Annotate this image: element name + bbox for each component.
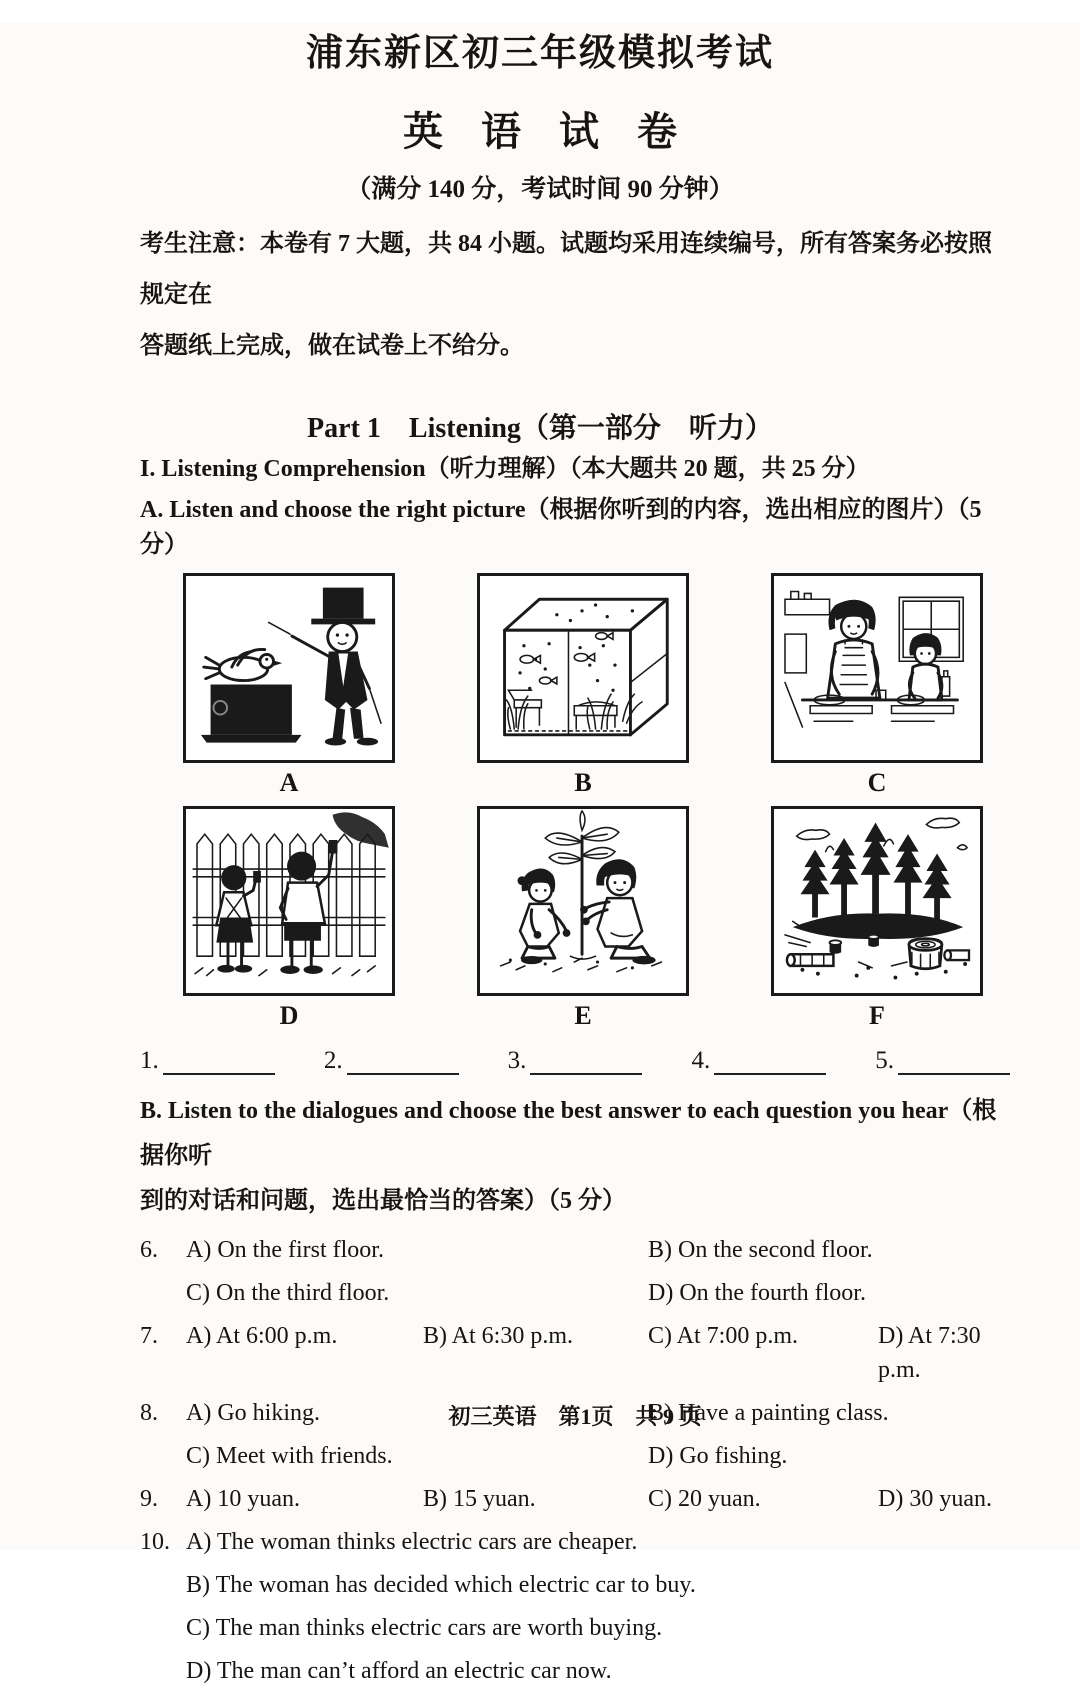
sectionB-heading-line-2: 到的对话和问题，选出最恰当的答案）（5 分） [140, 1188, 626, 1214]
option-6D: D) On the fourth floor. [648, 1280, 866, 1306]
girls-planting-tree-illustration [480, 809, 686, 993]
picture-f-label: F [869, 1001, 885, 1030]
blank-1-line [163, 1051, 275, 1075]
picture-b-label: B [574, 768, 592, 797]
question-7-number: 7. [140, 1323, 158, 1349]
sectionA-heading: A. Listen and choose the right picture（根据你听到的内容，选出相应的图片）（5 分） [140, 497, 982, 558]
section1-heading: I. Listening Comprehension（听力理解）（本大题共 20 题，共 25 分） [140, 456, 870, 482]
forest-with-stumps-illustration [774, 809, 980, 993]
picture-f [771, 806, 983, 1031]
question-list [140, 1233, 1024, 1688]
picture-a [183, 573, 395, 798]
option-10C: C) The man thinks electric cars are worth buying. [186, 1615, 663, 1641]
option-8B: B) Have a painting class. [648, 1400, 889, 1426]
option-10D: D) The man can’t afford an electric car now. [186, 1658, 612, 1684]
question-7 [140, 1319, 1024, 1387]
picture-d [183, 806, 395, 1031]
question-6 [140, 1233, 1024, 1310]
picture-b-frame [477, 573, 689, 763]
children-painting-fence-illustration [186, 809, 392, 993]
picture-c [771, 573, 983, 798]
blank-2-number: 2. [323, 1047, 343, 1074]
answer-blank-1 [140, 1047, 275, 1075]
answer-blank-5 [875, 1047, 1010, 1075]
option-7A: A) At 6:00 p.m. [186, 1323, 338, 1349]
option-7B: B) At 6:30 p.m. [423, 1323, 574, 1349]
paper-title: 英 语 试 卷 [403, 109, 691, 154]
score-time-info: （满分 140 分，考试时间 90 分钟） [346, 176, 734, 203]
picture-b [477, 573, 689, 798]
blank-3-line [530, 1051, 642, 1075]
blank-5-number: 5. [875, 1047, 894, 1074]
blank-5-line [898, 1051, 1010, 1075]
picture-d-label: D [279, 1001, 299, 1030]
sectionB-heading [140, 1089, 1020, 1224]
picture-c-frame [771, 573, 983, 763]
magician-and-dove-illustration [186, 576, 392, 760]
question-6-number: 6. [140, 1237, 158, 1263]
option-9B: B) 15 yuan. [423, 1486, 536, 1512]
option-7D: D) At 7:30 p.m. [878, 1323, 981, 1383]
option-8C: C) Meet with friends. [186, 1443, 393, 1469]
picture-a-frame [183, 573, 395, 763]
page-title: 浦东新区初三年级模拟考试 [306, 33, 774, 74]
question-9 [140, 1482, 1024, 1516]
option-8D: D) Go fishing. [648, 1443, 788, 1469]
picture-d-frame [183, 806, 395, 996]
question-10 [140, 1525, 1024, 1688]
part1-heading: Part 1 Listening（第一部分 听力） [307, 413, 773, 444]
option-6B: B) On the second floor. [648, 1237, 873, 1263]
answer-blank-2 [324, 1047, 459, 1075]
answer-blank-3 [508, 1047, 643, 1075]
picture-e-frame [477, 806, 689, 996]
picture-f-frame [771, 806, 983, 996]
option-9C: C) 20 yuan. [648, 1486, 761, 1512]
picture-e-label: E [574, 1001, 592, 1030]
answer-blanks-row [140, 1047, 1010, 1075]
sectionB-heading-line-1: B. Listen to the dialogues and choose the best answer to each question you hear（根据你听 [140, 1098, 997, 1169]
blank-3-number: 3. [507, 1047, 527, 1074]
notice-line-1: 考生注意：本卷有 7 大题，共 84 小题。试题均采用连续编号，所有答案务必按照规定在 [140, 231, 992, 308]
blank-1-number: 1. [140, 1047, 159, 1074]
aquarium-fish-tank-illustration [480, 576, 686, 760]
option-9A: A) 10 yuan. [186, 1486, 300, 1512]
picture-row-1 [183, 573, 983, 798]
picture-a-label: A [279, 768, 299, 797]
answer-blank-4 [691, 1047, 826, 1075]
question-9-number: 9. [140, 1486, 158, 1512]
notice-line-2: 答题纸上完成，做在试卷上不给分。 [140, 333, 524, 359]
option-8A: A) Go hiking. [186, 1400, 320, 1426]
picture-c-label: C [867, 768, 887, 797]
mother-and-child-cooking-illustration [774, 576, 980, 760]
blank-4-line [714, 1051, 826, 1075]
exam-paper-page [0, 22, 1080, 1684]
option-6A: A) On the first floor. [186, 1237, 384, 1263]
question-8-number: 8. [140, 1400, 158, 1426]
exam-notice [140, 219, 1014, 372]
option-7C: C) At 7:00 p.m. [648, 1323, 799, 1349]
blank-2-line [347, 1051, 459, 1075]
page-footer: 初三英语 第1页 共 9 页 [448, 1404, 702, 1429]
option-6C: C) On the third floor. [186, 1280, 390, 1306]
question-10-number: 10. [140, 1529, 170, 1555]
picture-row-2 [183, 806, 983, 1031]
option-9D: D) 30 yuan. [878, 1486, 992, 1512]
blank-4-number: 4. [691, 1047, 711, 1074]
option-10B: B) The woman has decided which electric car to buy. [186, 1572, 696, 1598]
picture-e [477, 806, 689, 1031]
option-10A: A) The woman thinks electric cars are cheaper. [186, 1529, 638, 1555]
